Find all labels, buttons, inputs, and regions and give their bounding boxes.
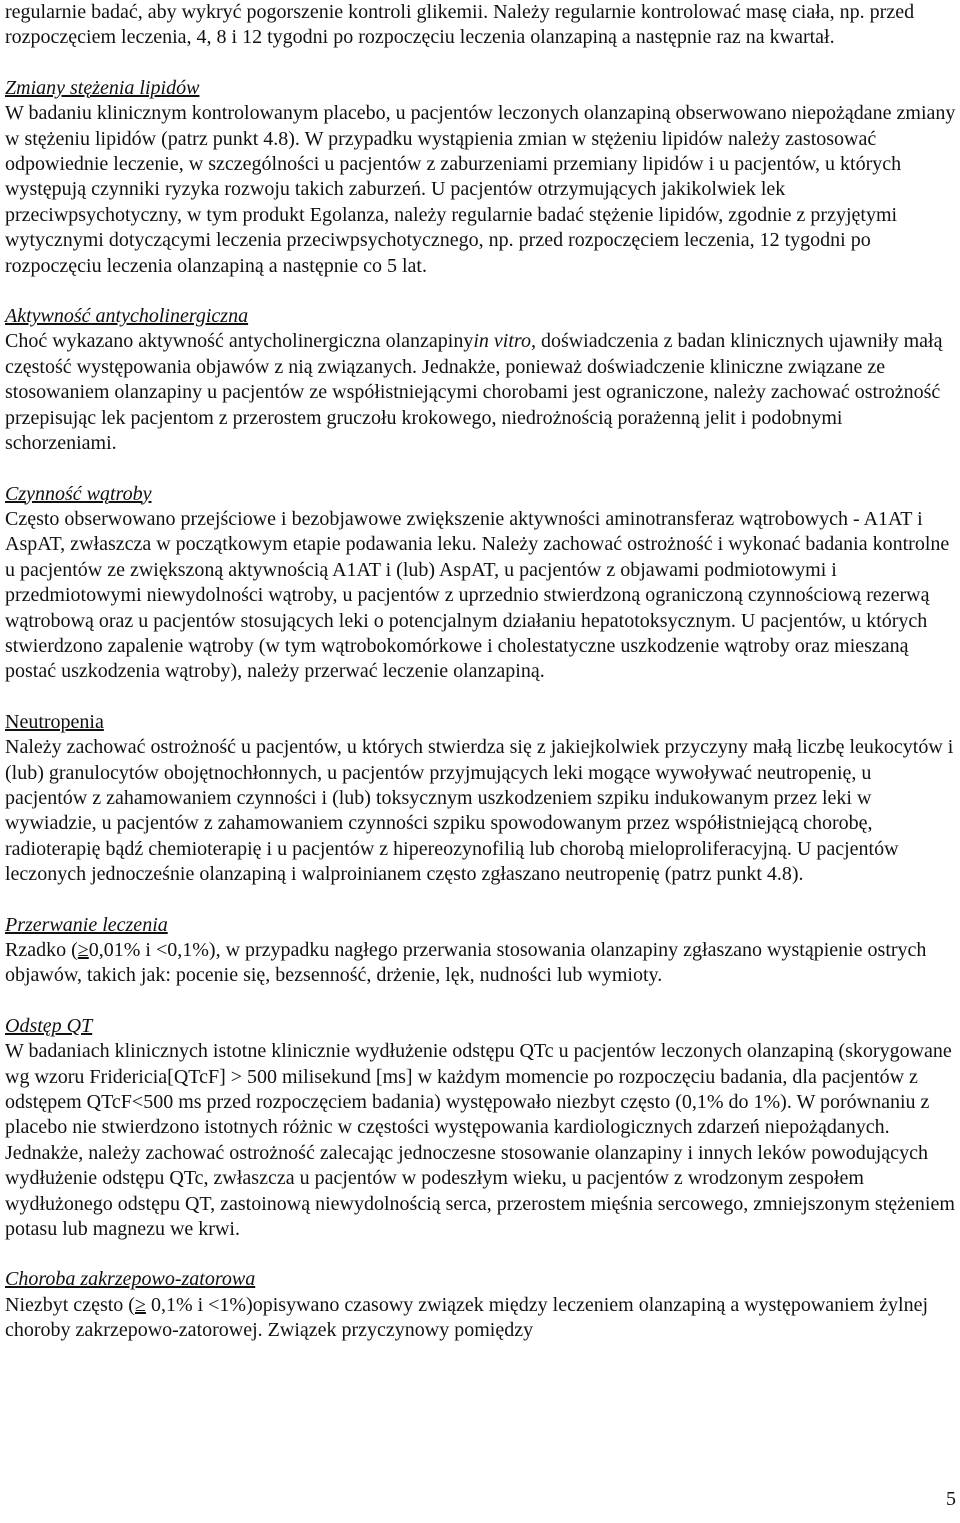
section-qt bbox=[5, 1014, 957, 1243]
section-anticholinergic bbox=[5, 304, 957, 456]
section-thromboembolism bbox=[5, 1267, 957, 1343]
section-heading: Aktywność antycholinergiczna bbox=[5, 305, 249, 328]
document-page bbox=[5, 0, 957, 1344]
section-liver bbox=[5, 482, 957, 685]
section-body: Choć wykazano aktywność antycholinergiczna olanzapinyin vitro, doświadczenia z badan klinicznych ujawniły małą częstość występowania objawów z nią związanych. Jednakże, ponieważ doświadczenie kliniczne związane ze stosowaniem olanzapiny u pacjentów ze współistniejącymi chorobami jest ograniczone, należy zachować ostrożność przepisując lek pacjentom z przerostem gruczołu krokowego, niedrożnością porażenną jelit i podobnymi schorzeniami. bbox=[5, 330, 943, 455]
section-heading: Czynność wątroby bbox=[5, 482, 152, 505]
section-heading: Zmiany stężenia lipidów bbox=[5, 76, 200, 99]
section-heading: Neutropenia bbox=[5, 710, 104, 733]
section-body: W badaniu klinicznym kontrolowanym placebo, u pacjentów leczonych olanzapiną obserwowano niepożądane zmiany w stężeniu lipidów (patrz punkt 4.8). W przypadku wystąpienia zmian w stężeniu lipidów należy zastosować odpowiednie leczenie, w szczególności u pacjentów z zaburzeniami przemiany lipidów i u pacjentów, u których występują czynniki ryzyka rozwoju takich zaburzeń. U pacjentów otrzymujących jakikolwiek lek przeciwpsychotyczny, w tym produkt Egolanza, należy regularnie badać stężenie lipidów, zgodnie z przyjętymi wytycznymi dotyczącymi leczenia przeciwpsychotycznego, np. przed rozpoczęciem leczenia, 12 tygodni po rozpoczęciu leczenia olanzapiną a następnie co 5 lat. bbox=[5, 102, 956, 277]
section-discontinuation bbox=[5, 913, 957, 989]
page-number: 5 bbox=[946, 1488, 956, 1510]
intro-paragraph: regularnie badać, aby wykryć pogorszenie kontroli glikemii. Należy regularnie kontrolować masę ciała, np. przed rozpoczęciem leczenia, 4, 8 i 12 tygodni po rozpoczęciu leczenia olanzapiną a następnie raz na kwartał. bbox=[5, 1, 915, 49]
section-body: W badaniach klinicznych istotne klinicznie wydłużenie odstępu QTc u pacjentów leczonych olanzapiną (skorygowane wg wzoru Fridericia[QTcF] > 500 milisekund [ms] w każdym momencie po rozpoczęciu badania, dla pacjentów z odstępem QTcF<500 ms przed rozpoczęciem badania) występowało niezbyt często (0,1% do 1%). W porównaniu z placebo nie stwierdzono istotnych różnic w częstości występowania kardiologicznych zdarzeń niepożądanych. Jednakże, należy zachować ostrożność zalecając jednoczesne stosowanie olanzapiny i innych leków powodujących wydłużenie odstępu QTc, zwłaszcza u pacjentów w podeszłym wieku, u pacjentów z wrodzonym zespołem wydłużonego odstępu QT, zastoinową niewydolnością serca, przerostem mięśnia sercowego, zmniejszonym stężeniem potasu lub magnezu we krwi. bbox=[5, 1040, 955, 1241]
section-body: Niezbyt często (≥ 0,1% i <1%)opisywano czasowy związek między leczeniem olanzapiną a występowaniem żylnej choroby zakrzepowo-zatorowej. Związek przyczynowy pomiędzy bbox=[5, 1293, 929, 1342]
section-heading: Odstęp QT bbox=[5, 1014, 93, 1037]
section-heading: Choroba zakrzepowo-zatorowa bbox=[5, 1268, 256, 1291]
section-neutropenia bbox=[5, 710, 957, 888]
section-heading: Przerwanie leczenia bbox=[5, 913, 168, 936]
section-lipids bbox=[5, 76, 957, 279]
section-body: Często obserwowano przejściowe i bezobjawowe zwiększenie aktywności aminotransferaz wątrobowych - A1AT i AspAT, zwłaszcza w początkowym etapie podawania leku. Należy zachować ostrożność i wykonać badania kontrolne u pacjentów ze zwiększoną aktywnością A1AT i (lub) AspAT, u pacjentów z objawami podmiotowymi i przedmiotowymi niewydolności wątroby, u pacjentów z uprzednio stwierdzoną ograniczoną czynnościową rezerwą wątrobową oraz u pacjentów stosujących leki o potencjalnym działaniu hepatotoksycznym. U pacjentów, u których stwierdzono zapalenie wątroby (w tym wątrobokomórkowe i cholestatyczne uszkodzenie wątroby oraz mieszaną postać uszkodzenia wątroby), należy przerwać leczenie olanzapiną. bbox=[5, 507, 950, 683]
section-body: Należy zachować ostrożność u pacjentów, u których stwierdza się z jakiejkolwiek przyczyny małą liczbę leukocytów i (lub) granulocytów obojętnochłonnych, u pacjentów przyjmujących leki mogące wywoływać neutropenię, u pacjentów z zahamowaniem czynności i (lub) toksycznym uszkodzeniem szpiku indukowanym przez leki w wywiadzie, u pacjentów z zahamowaniem czynności szpiku spowodowanym przez współistniejącą chorobę, radioterapię bądź chemioterapię i u pacjentów z hipereozynofilią lub chorobą mieloproliferacyjną. U pacjentów leczonych jednocześnie olanzapiną i walproinianem często zgłaszano neutropenię (patrz punkt 4.8). bbox=[5, 736, 954, 886]
section-body: Rzadko (≥0,01% i <0,1%), w przypadku nagłego przerwania stosowania olanzapiny zgłaszano wystąpienie ostrych objawów, takich jak: pocenie się, bezsenność, drżenie, lęk, nudności lub wymioty. bbox=[5, 939, 927, 987]
